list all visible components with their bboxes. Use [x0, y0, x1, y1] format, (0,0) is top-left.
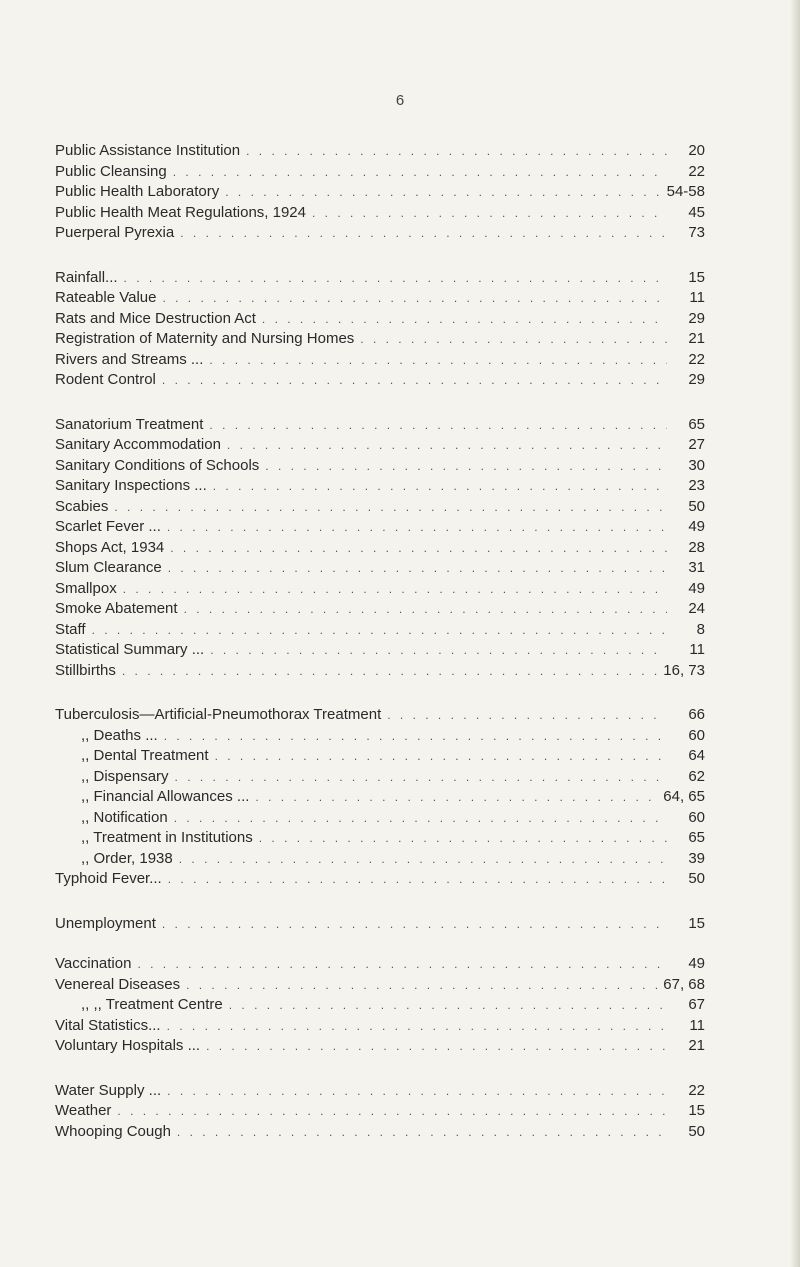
entry-pages: 50: [688, 1122, 705, 1140]
entry-pages: 49: [688, 955, 705, 972]
entry-pages: 54-58: [666, 183, 705, 200]
entry-term: Water Supply ...: [55, 1081, 162, 1099]
index-entry: [55, 558, 705, 579]
entry-term: Smoke Abatement: [55, 600, 178, 617]
page-edge-shadow: [790, 0, 800, 1267]
entry-pages: 23: [688, 477, 705, 494]
entry-pages: 67, 68: [663, 975, 705, 993]
dot-leader: [225, 182, 660, 203]
entry-pages: 60: [688, 808, 705, 826]
entry-pages: 15: [688, 268, 705, 286]
index-entry: [55, 869, 705, 890]
dot-leader: [177, 1122, 667, 1143]
index-entry: [55, 456, 705, 477]
index-entry: [55, 954, 705, 975]
entry-pages: 50: [688, 870, 705, 887]
dot-leader: [174, 808, 667, 829]
entry-pages: 65: [688, 415, 705, 433]
index-entry: [55, 808, 705, 829]
entry-term: ,, Notification: [81, 808, 168, 826]
entry-term: Voluntary Hospitals ...: [55, 1037, 201, 1054]
dot-leader: [227, 435, 667, 456]
entry-term: Stillbirths: [55, 661, 116, 679]
dot-leader: [184, 599, 667, 620]
entry-pages: 22: [688, 350, 705, 368]
index-entry: [55, 849, 705, 870]
entry-term: ,, Order, 1938: [81, 849, 173, 867]
dot-leader: [175, 767, 667, 788]
entry-term: Tuberculosis—Artificial-Pneumothorax Treatment: [55, 706, 382, 723]
index-entry: [55, 975, 705, 996]
entry-pages: 11: [689, 289, 705, 306]
index-entry: [55, 995, 705, 1016]
index-entry: [55, 620, 705, 641]
index-group-w: [55, 1081, 705, 1143]
entry-term: Vaccination: [55, 955, 132, 972]
index-entry: [55, 288, 705, 309]
index-entry: [55, 268, 705, 289]
entry-term: Whooping Cough: [55, 1122, 171, 1140]
entry-pages: 45: [688, 203, 705, 221]
entry-pages: 49: [688, 579, 705, 597]
index-entry: [55, 746, 705, 767]
entry-term: Public Health Meat Regulations, 1924: [55, 203, 306, 221]
index-group-s: [55, 415, 705, 682]
dot-leader: [167, 517, 667, 538]
index-group-p: [55, 141, 705, 244]
entry-pages: 24: [688, 600, 705, 617]
dot-leader: [179, 849, 667, 870]
entry-term: Scabies: [55, 497, 109, 515]
index-entry: [55, 517, 705, 538]
dot-leader: [124, 268, 667, 289]
entry-pages: 21: [688, 1037, 705, 1054]
entry-term: Sanitary Accommodation: [55, 436, 221, 453]
entry-pages: 15: [688, 1102, 705, 1119]
entry-term: Venereal Diseases: [55, 975, 181, 993]
entry-pages: 11: [689, 1016, 705, 1034]
dot-leader: [162, 288, 667, 309]
entry-term: Vital Statistics...: [55, 1016, 161, 1034]
entry-term: Unemployment: [55, 914, 156, 932]
entry-pages: 28: [688, 538, 705, 556]
dot-leader: [246, 141, 667, 162]
index-entry: [55, 828, 705, 849]
entry-term: Weather: [55, 1102, 112, 1119]
dot-leader: [209, 415, 667, 436]
entry-term: Sanatorium Treatment: [55, 415, 204, 433]
dot-leader: [168, 558, 667, 579]
entry-term: Rainfall...: [55, 268, 118, 286]
index-entry: [55, 223, 705, 244]
index-entry: [55, 370, 705, 391]
index-entry: [55, 203, 705, 224]
dot-leader: [180, 223, 667, 244]
index-entry: [55, 162, 705, 183]
entry-term: Public Cleansing: [55, 162, 167, 180]
entry-pages: 29: [688, 309, 705, 327]
entry-term: Statistical Summary ...: [55, 641, 205, 658]
entry-pages: 62: [688, 767, 705, 785]
entry-pages: 30: [688, 456, 705, 474]
entry-term: Shops Act, 1934: [55, 538, 165, 556]
index-entry: [55, 1016, 705, 1037]
index-entry: [55, 767, 705, 788]
entry-pages: 50: [688, 497, 705, 515]
index-list: [55, 141, 705, 1166]
index-entry: [55, 787, 705, 808]
index-entry: [55, 640, 705, 661]
dot-leader: [215, 746, 667, 767]
entry-term: ,, ,, Treatment Centre: [81, 996, 223, 1013]
dot-leader: [117, 1101, 667, 1122]
entry-term: Sanitary Conditions of Schools: [55, 456, 260, 474]
dot-leader: [210, 640, 667, 661]
dot-leader: [255, 787, 657, 808]
dot-leader: [170, 538, 667, 559]
entry-term: Rateable Value: [55, 289, 157, 306]
entry-term: Public Health Laboratory: [55, 183, 220, 200]
entry-term: ,, Financial Allowances ...: [81, 788, 250, 805]
dot-leader: [162, 370, 667, 391]
dot-leader: [164, 726, 667, 747]
index-group-u: [55, 914, 705, 935]
dot-leader: [173, 162, 667, 183]
entry-term: Registration of Maternity and Nursing Homes: [55, 330, 355, 347]
index-entry: [55, 1081, 705, 1102]
entry-term: Typhoid Fever...: [55, 870, 162, 887]
entry-pages: 65: [688, 829, 705, 846]
entry-pages: 49: [688, 518, 705, 535]
index-entry: [55, 1036, 705, 1057]
index-entry: [55, 350, 705, 371]
entry-pages: 73: [688, 224, 705, 241]
dot-leader: [168, 869, 667, 890]
entry-pages: 67: [688, 996, 705, 1013]
entry-pages: 15: [688, 914, 705, 932]
entry-pages: 11: [689, 641, 705, 658]
entry-pages: 64: [688, 747, 705, 764]
dot-leader: [167, 1016, 667, 1037]
entry-pages: 22: [688, 162, 705, 180]
index-entry: [55, 661, 705, 682]
dot-leader: [209, 350, 667, 371]
index-entry: [55, 538, 705, 559]
index-entry: [55, 726, 705, 747]
dot-leader: [265, 456, 667, 477]
dot-leader: [387, 705, 667, 726]
dot-leader: [122, 661, 657, 682]
entry-term: Rivers and Streams ...: [55, 350, 204, 368]
entry-term: Smallpox: [55, 579, 117, 597]
page-number: 6: [395, 92, 405, 109]
index-entry: [55, 141, 705, 162]
index-entry: [55, 309, 705, 330]
dot-leader: [123, 579, 667, 600]
dot-leader: [213, 476, 667, 497]
index-entry: [55, 435, 705, 456]
index-group-t: [55, 705, 705, 890]
dot-leader: [259, 828, 667, 849]
entry-term: ,, Deaths ...: [81, 726, 158, 744]
index-entry: [55, 705, 705, 726]
dot-leader: [186, 975, 657, 996]
index-entry: [55, 476, 705, 497]
dot-leader: [92, 620, 667, 641]
dot-leader: [229, 995, 667, 1016]
entry-term: ,, Dispensary: [81, 767, 169, 785]
entry-term: ,, Treatment in Institutions: [81, 829, 253, 846]
entry-pages: 64, 65: [663, 788, 705, 805]
index-group-v: [55, 954, 705, 1057]
index-entry: [55, 329, 705, 350]
entry-pages: 39: [688, 849, 705, 867]
entry-pages: 27: [688, 436, 705, 453]
index-group-r: [55, 268, 705, 391]
index-entry: [55, 497, 705, 518]
index-entry: [55, 415, 705, 436]
index-entry: [55, 1101, 705, 1122]
entry-pages: 31: [688, 559, 705, 576]
index-entry: [55, 182, 705, 203]
entry-pages: 29: [688, 371, 705, 388]
index-entry: [55, 579, 705, 600]
entry-term: Puerperal Pyrexia: [55, 224, 175, 241]
dot-leader: [137, 954, 667, 975]
dot-leader: [206, 1036, 667, 1057]
dot-leader: [167, 1081, 667, 1102]
entry-term: Sanitary Inspections ...: [55, 477, 207, 494]
entry-term: Staff: [55, 620, 86, 638]
dot-leader: [114, 497, 667, 518]
entry-pages: 20: [688, 142, 705, 159]
entry-pages: 16, 73: [663, 661, 705, 679]
entry-pages: 8: [696, 620, 705, 638]
dot-leader: [162, 914, 667, 935]
entry-term: ,, Dental Treatment: [81, 747, 209, 764]
dot-leader: [360, 329, 667, 350]
entry-pages: 21: [688, 330, 705, 347]
index-entry: [55, 1122, 705, 1143]
index-entry: [55, 599, 705, 620]
entry-pages: 22: [688, 1081, 705, 1099]
entry-term: Rodent Control: [55, 371, 156, 388]
dot-leader: [262, 309, 667, 330]
dot-leader: [312, 203, 667, 224]
entry-term: Scarlet Fever ...: [55, 518, 161, 535]
entry-pages: 60: [688, 726, 705, 744]
entry-term: Rats and Mice Destruction Act: [55, 309, 256, 327]
index-entry: [55, 914, 705, 935]
entry-term: Slum Clearance: [55, 559, 162, 576]
entry-term: Public Assistance Institution: [55, 142, 241, 159]
entry-pages: 66: [688, 706, 705, 723]
